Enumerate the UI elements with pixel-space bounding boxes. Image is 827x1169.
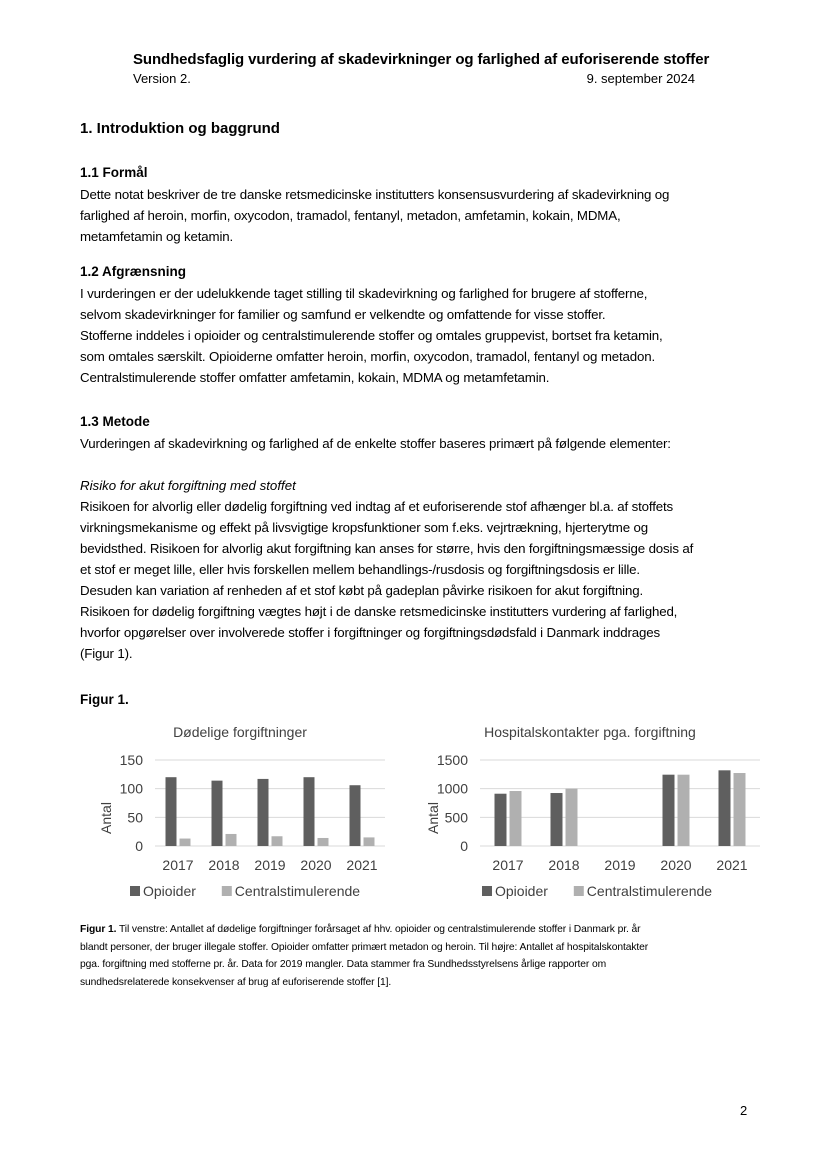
chart-title: Hospitalskontakter pga. forgiftning	[484, 724, 696, 740]
legend-swatch-opioider	[130, 886, 140, 896]
x-tick-label: 2019	[254, 857, 286, 873]
text-line: (Figur 1).	[80, 646, 133, 661]
text-line: farlighed af heroin, morfin, oxycodon, tramadol, fentanyl, metadon, amfetamin, kokain, MDMA,	[80, 208, 621, 223]
bar-opioider-2019	[258, 779, 269, 846]
y-tick-label: 50	[127, 809, 143, 826]
chart-title: Dødelige forgiftninger	[173, 724, 307, 740]
text-line: som omtales særskilt. Opioiderne omfatter heroin, morfin, oxycodon, tramadol, fentanyl og metadon.	[80, 349, 656, 364]
caption-line: pga. forgiftning med stofferne pr. år. Data for 2019 mangler. Data stammer fra Sundhedsstyrelsens årlige rapporter om	[80, 959, 607, 970]
y-axis-label: Antal	[425, 802, 441, 834]
bar-opioider-2021	[719, 770, 731, 846]
x-tick-label: 2020	[300, 857, 332, 873]
x-tick-label: 2017	[492, 857, 524, 873]
bar-centralstimulerende-2017	[510, 791, 522, 846]
caption-text: Til venstre: Antallet af dødelige forgiftninger forårsaget af hhv. opioider og centralstimulerende stoffer i Danmark pr. år	[116, 924, 641, 935]
bar-centralstimulerende-2019	[272, 836, 283, 846]
y-tick-label: 500	[444, 809, 468, 826]
bar-centralstimulerende-2017	[180, 839, 191, 846]
caption-line	[80, 921, 760, 939]
text-line: Dette notat beskriver de tre danske retsmedicinske institutters konsensusvurdering af skadevirkning og	[80, 187, 670, 202]
legend-label: Opioider	[143, 883, 196, 899]
x-tick-label: 2021	[346, 857, 378, 873]
italic-subheading-risiko: Risiko for akut forgiftning med stoffet	[80, 478, 296, 493]
text-line: Stofferne inddeles i opioider og centralstimulerende stoffer og omtales gruppevist, bortset fra ketamin,	[80, 328, 663, 343]
subsection-heading-metode: 1.3 Metode	[80, 414, 150, 429]
y-tick-label: 0	[460, 838, 468, 854]
text-line: Desuden kan variation af renheden af et stof købt på gadeplan påvirke risikoen for akut forgiftning.	[80, 583, 644, 598]
document-title: Sundhedsfaglig vurdering af skadevirkninger og farlighed af euforiserende stoffer	[133, 51, 710, 68]
legend-label: Centralstimulerende	[234, 883, 361, 899]
paragraph-risiko	[80, 496, 760, 664]
x-tick-label: 2021	[716, 857, 748, 873]
x-tick-label: 2019	[604, 857, 636, 873]
bar-opioider-2017	[495, 794, 507, 846]
bar-opioider-2018	[551, 793, 563, 846]
legend-swatch-opioider	[482, 886, 492, 896]
text-line: Vurderingen af skadevirkning og farlighed af de enkelte stoffer baseres primært på følgende elementer:	[80, 436, 671, 451]
bar-centralstimulerende-2018	[566, 789, 578, 846]
paragraph-metode-intro	[80, 433, 760, 454]
bar-centralstimulerende-2020	[318, 838, 329, 846]
text-line: bevidsthed. Risikoen for alvorlig akut forgiftning kan anses for større, hvis den forgiftningsmæssige dosis af	[80, 541, 694, 556]
bar-opioider-2017	[166, 777, 177, 846]
legend-label: Centralstimulerende	[586, 883, 713, 899]
paragraph-afgraensning	[80, 283, 760, 388]
bar-opioider-2021	[350, 785, 361, 846]
bar-centralstimulerende-2018	[226, 834, 237, 846]
y-axis-label: Antal	[98, 802, 114, 834]
bar-centralstimulerende-2020	[678, 775, 690, 846]
bar-opioider-2020	[663, 775, 675, 846]
x-tick-label: 2018	[548, 857, 580, 873]
page-number: 2	[740, 1103, 748, 1118]
bar-opioider-2020	[304, 777, 315, 846]
chart-fatal-poisonings	[85, 715, 385, 915]
document-date: 9. september 2024	[586, 71, 695, 86]
y-tick-label: 1500	[436, 752, 468, 768]
figure-caption	[80, 921, 760, 991]
section-heading-introduction: 1. Introduktion og baggrund	[80, 120, 280, 137]
bar-opioider-2018	[212, 781, 223, 846]
subsection-heading-afgraensning: 1.2 Afgrænsning	[80, 264, 187, 279]
bar-centralstimulerende-2021	[734, 773, 746, 846]
legend-swatch-centralstimulerende	[222, 886, 232, 896]
caption-label: Figur 1.	[80, 924, 117, 935]
text-line: virkningsmekanisme og effekt på livsvigtige kropsfunktioner som f.eks. vejrtrækning, hjerterytme og	[80, 520, 648, 535]
text-line: Risikoen for alvorlig eller dødelig forgiftning ved indtag af et euforiserende stof afhænger bl.a. af stoffets	[80, 499, 674, 514]
text-line: et stof er meget lille, eller hvis forskellen mellem behandlings-/rusdosis og forgiftningsdosis er lille.	[80, 562, 640, 577]
legend-swatch-centralstimulerende	[574, 886, 584, 896]
caption-line: blandt personer, der bruger illegale stoffer. Opioider omfatter primært metadon og heroin. Til højre: Antallet af hospitalskontakter	[80, 941, 649, 953]
text-line: I vurderingen er der udelukkende taget stilling til skadevirkning og farlighed for brugere af stofferne,	[80, 286, 648, 301]
chart-hospital-contacts	[420, 715, 760, 915]
caption-line: sundhedsrelaterede konsekvenser af brug af euforiserende stoffer [1].	[80, 976, 392, 988]
text-line: hvorfor opgørelser over involverede stoffer i forgiftninger og forgiftningsdødsfald i Danmark inddrages	[80, 625, 661, 640]
text-line: Centralstimulerende stoffer omfatter amfetamin, kokain, MDMA og metamfetamin.	[80, 370, 550, 385]
x-tick-label: 2018	[208, 857, 240, 873]
x-tick-label: 2017	[162, 857, 194, 873]
y-tick-label: 0	[135, 838, 143, 854]
y-tick-label: 100	[119, 780, 143, 797]
y-tick-label: 1000	[436, 780, 468, 797]
text-line: metamfetamin og ketamin.	[80, 229, 234, 244]
x-tick-label: 2020	[660, 857, 692, 873]
paragraph-formaal	[80, 184, 760, 247]
y-tick-label: 150	[119, 752, 143, 768]
legend-label: Opioider	[495, 883, 548, 899]
subsection-heading-formaal: 1.1 Formål	[80, 165, 148, 180]
text-line: Risikoen for dødelig forgiftning vægtes højt i de danske retsmedicinske institutters vurdering af farlighed,	[80, 604, 678, 619]
text-line: selvom skadevirkninger for familier og samfund er velkendte og omfattende for visse stoffer.	[80, 307, 606, 322]
bar-centralstimulerende-2021	[364, 837, 375, 846]
figure-label: Figur 1.	[80, 692, 129, 707]
document-version: Version 2.	[133, 71, 191, 86]
